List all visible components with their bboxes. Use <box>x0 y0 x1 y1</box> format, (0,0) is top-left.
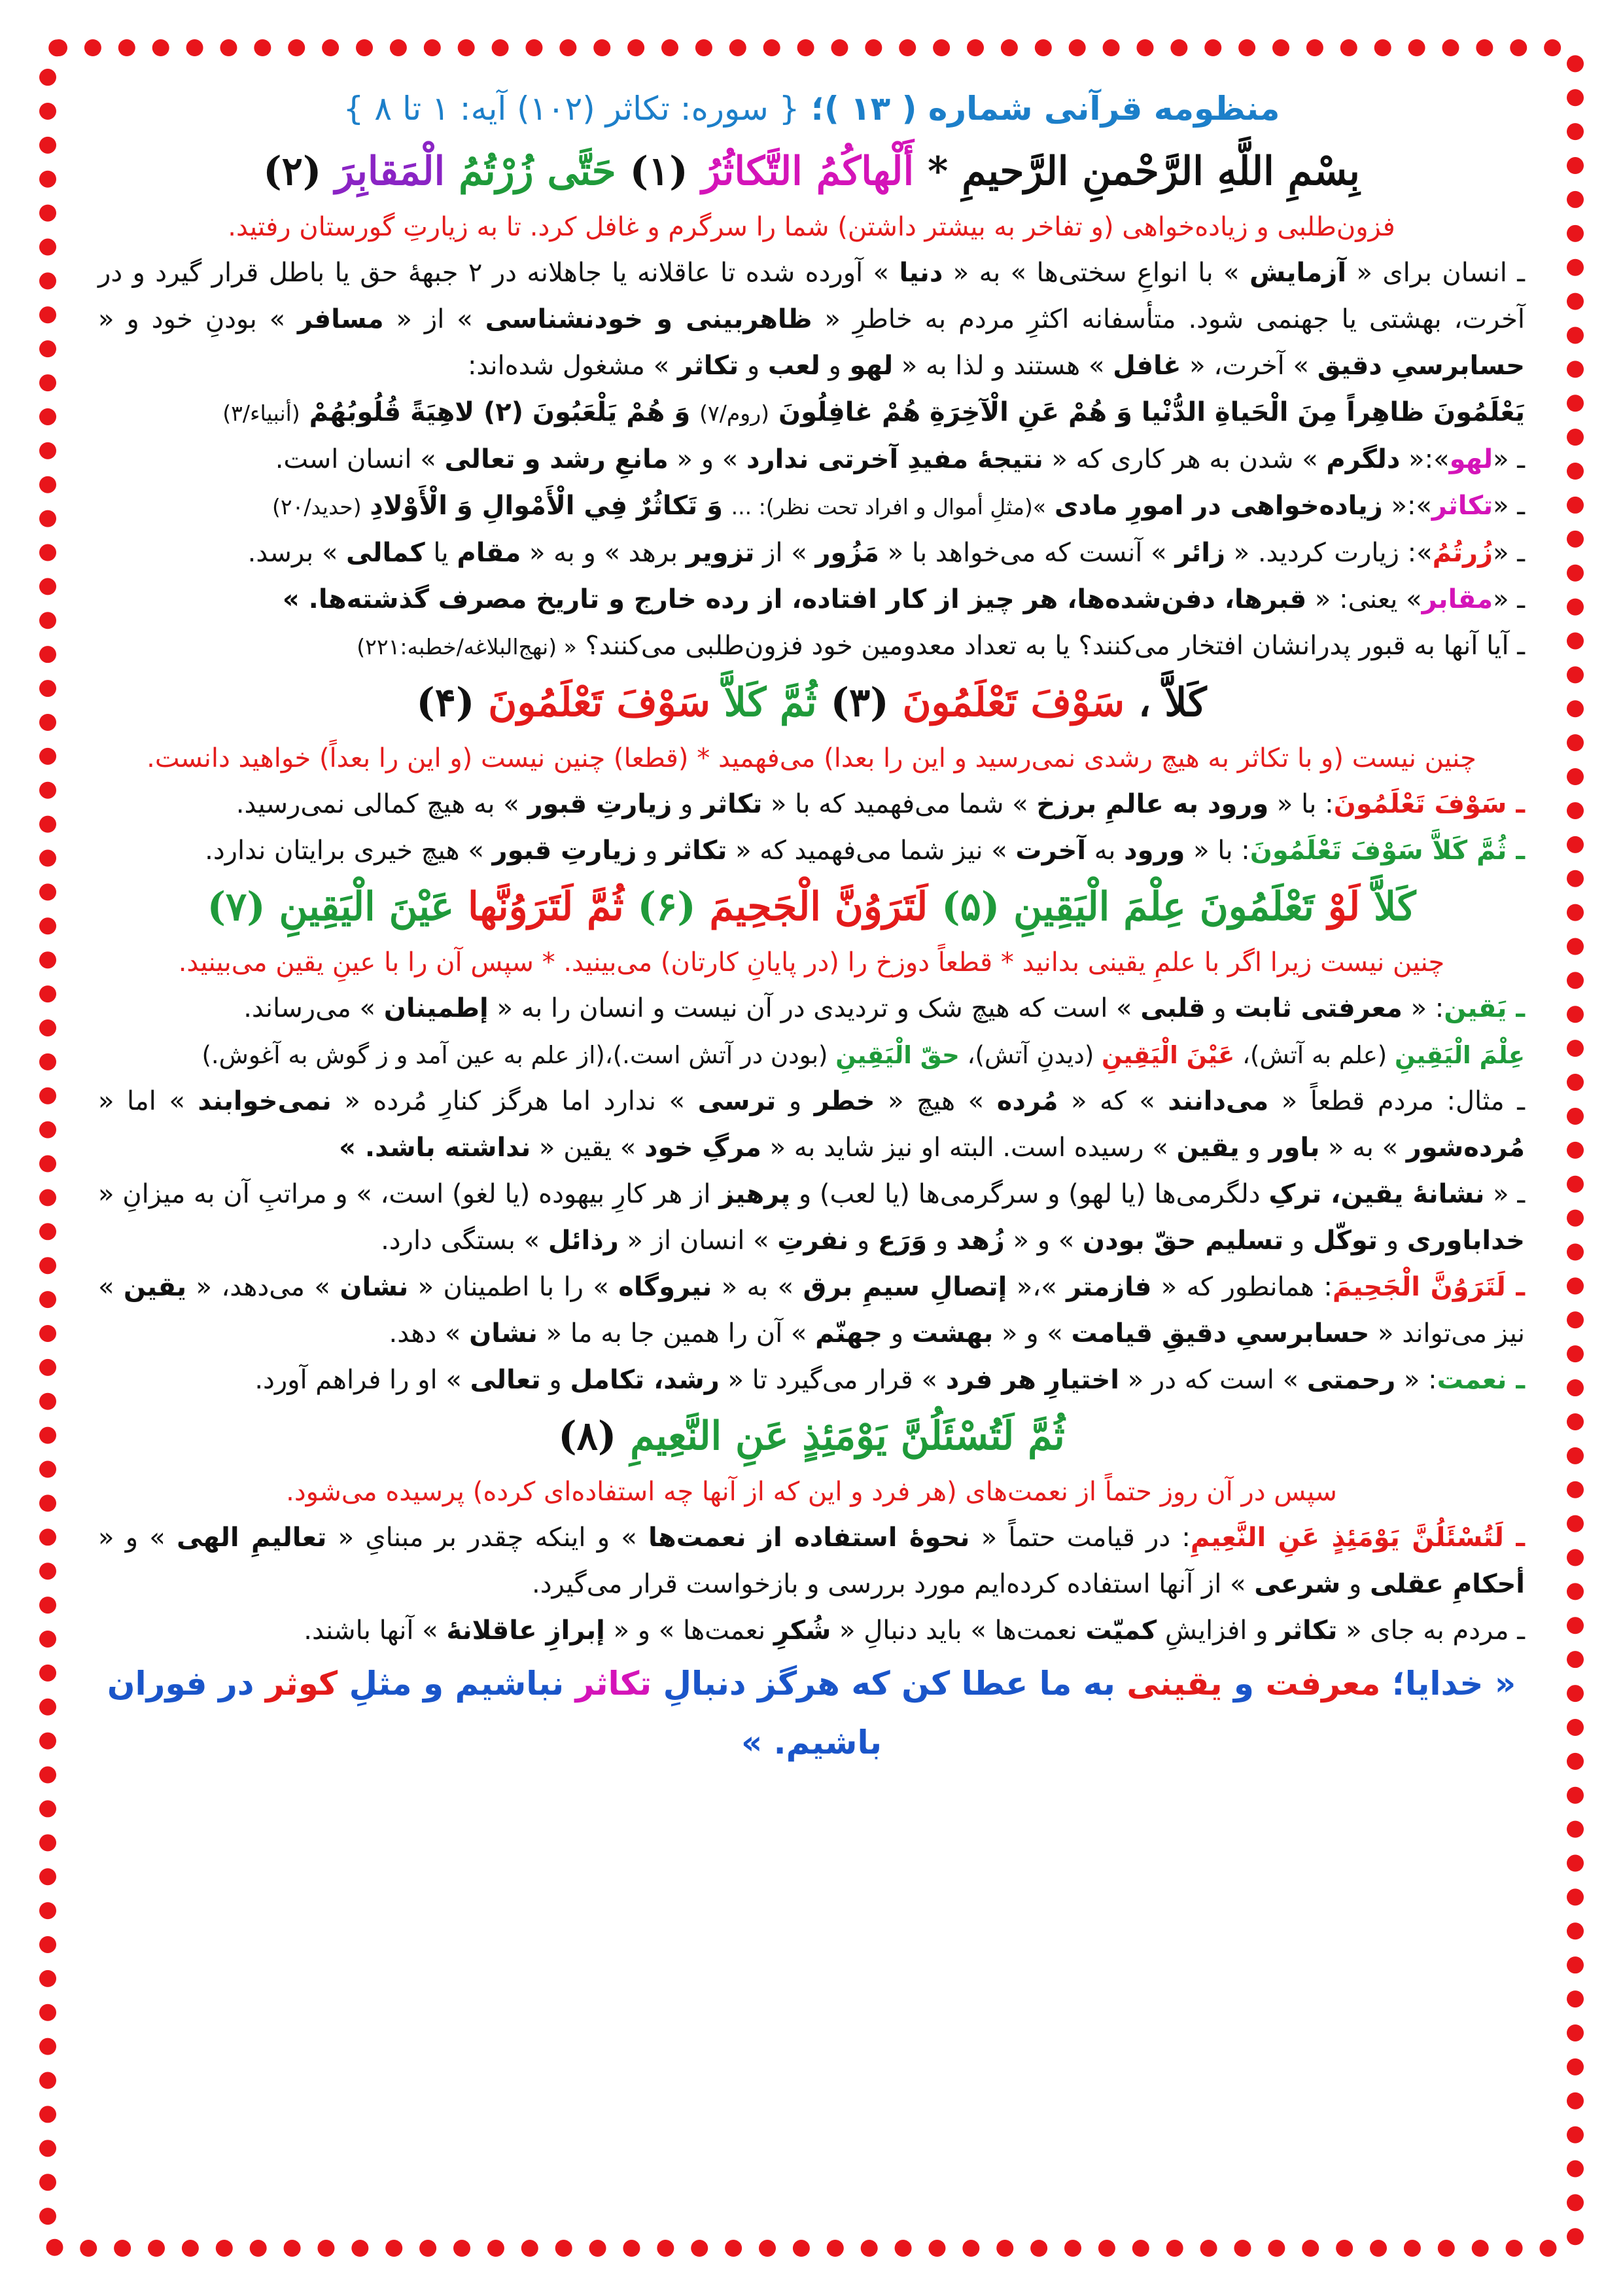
text-span: مُرده <box>996 1086 1058 1116</box>
text-span: » ندارد اما هرگز کنارِ مُرده « <box>344 1086 686 1116</box>
text-span: { سوره: تکاثر (۱۰۲) آیه: ۱ تا ۸ } <box>343 90 800 128</box>
verse-2 <box>98 670 1525 735</box>
text-span: نیروگاه <box>618 1272 712 1302</box>
text-span: کوثر <box>265 1665 338 1703</box>
text-span: و <box>1348 1569 1362 1599</box>
definition-latarawunna <box>98 1264 1525 1357</box>
text-span: » نیز شما می‌فهمید که « <box>735 836 1007 866</box>
text-span: » بستگی دارد. <box>381 1226 540 1256</box>
text-span: ـ آیا آنها به قبور پدرانشان افتخار می‌کنند؟ یا به تعداد معدومین خود فزون‌طلبی می‌کنند؟ <box>585 631 1525 661</box>
text-span: ترسی <box>697 1086 777 1116</box>
text-span: شُکرِ <box>773 1616 831 1646</box>
text-span: (علم به آتش)، <box>1242 1041 1387 1069</box>
text-span: ـ « <box>1493 444 1525 474</box>
definition-nimat <box>98 1357 1525 1404</box>
text-span: عَيْنَ الْيَقِينِ (۷) <box>207 884 468 930</box>
text-span: »،« <box>1016 1272 1057 1302</box>
text-span: » که « <box>1071 1086 1155 1116</box>
text-span: دنیا <box>899 258 943 288</box>
text-span: » می‌دهد، « <box>196 1272 330 1302</box>
text-span: نعمت‌ها » و « <box>613 1616 766 1646</box>
text-span: تکاثر <box>575 1665 652 1703</box>
text-span: » انسان از « <box>627 1226 769 1256</box>
text-span: » می‌رساند. <box>243 993 376 1023</box>
text-span: (۸) <box>558 1413 631 1459</box>
text-span: اختیارِ هر فرد <box>945 1365 1120 1395</box>
text-span: و <box>856 1226 870 1256</box>
definition-yaqin <box>98 985 1525 1032</box>
text-span: و <box>788 1086 802 1116</box>
yaqin-levels <box>98 1032 1525 1078</box>
text-span: » هیچ « <box>888 1086 985 1116</box>
sign-paragraph <box>98 1171 1525 1264</box>
text-span: »: زیارت کردید. « <box>1233 538 1433 568</box>
text-span: ـ لَتُسْئَلُنَّ يَوْمَئِذٍ عَنِ النَّعِيمِ <box>1190 1523 1526 1553</box>
text-span: رشد، تکامل <box>570 1365 720 1395</box>
text-span: آزمایش <box>1249 258 1347 288</box>
text-span: نشان <box>469 1318 538 1349</box>
text-span: در فوران باشیم. » <box>107 1665 882 1761</box>
text-span: الْمَقابِرَ <box>335 149 445 194</box>
text-span: كَلاَّ <box>1360 884 1416 930</box>
text-span: (۴) <box>416 680 489 726</box>
text-span: لعب <box>767 351 820 381</box>
text-span: زیاده‌خواهی در امورِ مادی <box>1054 491 1383 521</box>
people-paragraph <box>98 1608 1525 1654</box>
text-span: مَزُور <box>815 538 879 568</box>
text-span: ثُمَّ كَلاَّ <box>724 680 817 726</box>
text-span: و <box>549 1365 562 1395</box>
text-span: ـ مردم به جای « <box>1346 1616 1525 1646</box>
text-span: » است که در « <box>1127 1365 1299 1395</box>
text-span: ـ مثال: مردم قطعاً « <box>1281 1086 1526 1116</box>
definition-lahw <box>98 436 1525 483</box>
text-span: « (نهج‌البلاغه/خطبه:۲۲۱) <box>357 634 577 660</box>
text-span: » انسان است. <box>275 444 436 474</box>
text-span: ـ سَوْفَ تَعْلَمُونَ <box>1333 789 1525 819</box>
text-span: » را با اطمینان « <box>417 1272 609 1302</box>
text-span: کمالی <box>346 538 425 568</box>
text-span: » او را فراهم آورد. <box>254 1365 462 1395</box>
definition-sawfa-2 <box>98 828 1525 874</box>
text-span: » رسیده است. البته او نیز شاید به « <box>769 1133 1168 1163</box>
text-span: خداباوری <box>1406 1226 1525 1256</box>
text-span: ـ لَتَرَوُنَّ الْجَحِيمَ <box>1332 1272 1526 1302</box>
text-span: عَيْنَ الْيَقِينِ <box>1102 1041 1235 1069</box>
verse-3-translation: چنین نیست زیرا اگر با علمِ یقینی بدانید * قطعاً دوزخ را (در پایانِ کارتان) می‌بینید. * سپس آن را با عینِ یقین می‌بینید. <box>178 947 1445 978</box>
text-span: دلگرمی‌ها (یا لهو) و سرگرمی‌ها (یا لعب) و <box>798 1179 1261 1209</box>
text-span: جهنّم <box>815 1318 883 1349</box>
text-span: »:« <box>1391 491 1432 521</box>
text-span: » به هیچ کمالی نمی‌رسید. <box>236 789 519 819</box>
text-span: یقین <box>123 1272 187 1302</box>
text-span: به <box>1094 836 1116 866</box>
text-span: » نیز می‌تواند « <box>98 1272 1525 1349</box>
text-span: و <box>1386 1226 1399 1256</box>
text-span: ـ یَقین <box>1444 993 1525 1023</box>
text-span: » آن را همین جا به ما « <box>546 1318 807 1349</box>
text-span: برهد » و به « <box>529 538 678 568</box>
text-span: مقام <box>457 538 521 568</box>
text-span: » شدن به هر کاری که « <box>1051 444 1318 474</box>
text-span: قبرها، دفن‌شده‌ها، هر چیز از کار افتاده، از رده خارج و تاریخ مصرف گذشته‌ها. » <box>282 584 1307 614</box>
quran-quote <box>98 389 1525 436</box>
text-span: » به « <box>721 1272 794 1302</box>
text-span: یقینی <box>1126 1665 1223 1703</box>
text-span: تسلیم حقّ بودن <box>1082 1226 1284 1256</box>
text-span: نباشیم و مثلِ <box>349 1665 565 1703</box>
definition-zurtum <box>98 530 1525 576</box>
text-span: » یعنی: « <box>1314 584 1422 614</box>
text-span: (۶) <box>623 884 710 930</box>
text-span: (حدید/۲۰) <box>272 494 362 520</box>
text-span: نداشته باشد. » <box>339 1133 531 1163</box>
text-span: » آنها باشند. <box>304 1616 438 1646</box>
text-span: ـ ثُمَّ كَلاَّ سَوْفَ تَعْلَمُونَ <box>1249 836 1525 866</box>
text-span: (۲) <box>263 149 322 194</box>
text-span: سَوْفَ تَعْلَمُونَ <box>488 680 724 726</box>
text-span: » قرار می‌گیرد تا « <box>727 1365 937 1395</box>
text-span: رحمتی <box>1306 1365 1396 1395</box>
text-span: بهشت <box>911 1318 994 1349</box>
text-span: إبرازِ عاقلانهٔ <box>446 1616 605 1646</box>
text-span: سَوْفَ تَعْلَمُونَ <box>902 680 1125 726</box>
text-span: » و « <box>98 1523 166 1553</box>
text-span: نشانهٔ یقین، ترکِ <box>1268 1179 1485 1209</box>
text-span: » و « <box>1013 1226 1075 1256</box>
text-span: (أنبیاء/۳) <box>222 400 300 426</box>
text-span: ـ « <box>1493 584 1525 614</box>
text-span: مسافر <box>298 304 384 334</box>
text-span: نعمت‌ها » باید دنبالِ « <box>839 1616 1077 1646</box>
verse-4-translation: سپس در آن روز حتماً از نعمت‌های (هر فرد و این که از آنها چه استفاده‌ای کرده) پرسیده می‌شود. <box>286 1477 1337 1507</box>
verse-2-translation: چنین نیست (و با تکاثر به هیچ رشدی نمی‌رسید و این را بعدا) می‌فهمید * (قطعا) چنین نیست (و این را بعداً) خواهید دانست. <box>147 743 1476 773</box>
text-span: وَ تَكاثُرٌ فِي الْأَمْوالِ وَ الْأَوْلادِ <box>370 491 723 521</box>
text-span: و <box>1233 1665 1255 1703</box>
text-span: مُرده‌شور <box>1406 1133 1525 1163</box>
text-span: نفرتِ <box>777 1226 849 1256</box>
text-span: » به « <box>1328 1133 1399 1163</box>
text-span: »(مثلِ أموال و افراد تحت نظر): ... <box>731 494 1047 520</box>
text-span: و <box>1248 1133 1261 1163</box>
text-span: : همانطور که « <box>1161 1272 1333 1302</box>
text-span: » و « <box>1002 1318 1063 1349</box>
text-span: إطمینان <box>383 993 489 1023</box>
text-span: باور <box>1268 1133 1320 1163</box>
paragraph-test <box>98 250 1525 389</box>
verse-4 <box>98 1404 1525 1469</box>
text-span: » و « <box>676 444 739 474</box>
verse-1 <box>98 139 1525 204</box>
text-span: تزویر <box>686 538 755 568</box>
text-span: ـ انسان برای « <box>1356 258 1526 288</box>
text-span: فازمتر <box>1066 1272 1152 1302</box>
text-span: » یقین « <box>539 1133 637 1163</box>
text-span: لَتَرَوُنَّ الْجَحِيمَ <box>709 884 928 930</box>
text-span: عِلْمَ الْيَقِينِ <box>1395 1041 1525 1069</box>
text-span: أحکامِ عقلی <box>1370 1569 1525 1599</box>
text-span: حَتَّى زُرْتُمُ <box>459 149 616 194</box>
text-span: وَرَع <box>877 1226 928 1256</box>
text-span: کمیّت <box>1085 1616 1157 1646</box>
text-span: تعالی <box>470 1365 541 1395</box>
text-span: حسابرسیِ دقیق <box>1317 351 1525 381</box>
text-span: حقّ الْيَقِينِ <box>835 1041 960 1069</box>
text-span: » هستند و لذا به « <box>901 351 1105 381</box>
example-paragraph <box>98 1078 1525 1171</box>
page-title <box>98 79 1525 139</box>
text-span: می‌دانند <box>1168 1086 1269 1116</box>
text-span: نتیجهٔ مفیدِ آخرتی ندارد <box>746 444 1043 474</box>
document-page <box>98 79 1525 2231</box>
text-span: و افزایشِ <box>1164 1616 1268 1646</box>
text-span: معرفت <box>1265 1665 1381 1703</box>
text-span: : در قیامت حتماً « <box>981 1523 1191 1553</box>
text-span: » آورده شده تا عاقلانه یا جاهلانه در ۲ جبههٔ حق یا باطل قرار گیرد و در آخرت، بهشتی یا جهنمی شود. متأسفانه اکثرِ مردم به خاطرِ « <box>98 258 1525 334</box>
text-span: و <box>1213 993 1227 1023</box>
text-span: زُهد <box>956 1226 1005 1256</box>
text-span: مانعِ رشد و تعالی <box>444 444 669 474</box>
text-span: تکاثر <box>666 836 727 866</box>
text-span: » و اینکه چقدر بر مبنایِ « <box>338 1523 637 1553</box>
text-span: ثُمَّ لَتُسْئَلُنَّ يَوْمَئِذٍ عَنِ النَّعِيمِ <box>630 1413 1065 1459</box>
definition-sawfa-1 <box>98 781 1525 828</box>
text-span: » دهد. <box>389 1318 461 1349</box>
closing-prayer <box>98 1654 1525 1772</box>
definition-maqabir <box>98 576 1525 623</box>
text-span: و <box>890 1318 904 1349</box>
text-span: به ما عطا کن که هرگز دنبالِ <box>663 1665 1115 1703</box>
text-span: و <box>645 836 658 866</box>
text-span: ـ « <box>1493 1179 1526 1209</box>
text-span: از هر کارِ بیهوده (یا لغو) است، » و مراتبِ آن به میزانِ « <box>98 1179 711 1209</box>
text-span: ثُمَّ لَتَرَوُنَّها <box>468 884 624 930</box>
text-span: » اما « <box>98 1086 185 1116</box>
text-span: تعالیمِ الهی <box>177 1523 327 1553</box>
text-span: زُرتُمُ <box>1432 538 1493 568</box>
text-span: پرهیز <box>719 1179 791 1209</box>
text-span: بِسْمِ اللَّهِ الرَّحْمنِ الرَّحيمِ <box>962 149 1360 194</box>
text-span: وَ هُمْ يَلْعَبُونَ (۲) لاهِيَةً قُلُوبُهُمْ <box>309 397 691 427</box>
text-span: : « <box>1410 993 1444 1023</box>
text-span: » آنست که می‌خواهد با « <box>887 538 1167 568</box>
text-span: خطر <box>814 1086 875 1116</box>
text-span: آخرت <box>1015 836 1087 866</box>
text-span: » از آنها استفاده کرده‌ایم مورد بررسی و بازخواست قرار می‌گیرد. <box>532 1569 1246 1599</box>
text-span: ـ « <box>1493 538 1525 568</box>
text-span: » مشغول شده‌اند: <box>467 351 670 381</box>
text-span: كَلاَّ ، <box>1125 680 1207 726</box>
text-span: و <box>828 351 841 381</box>
text-span: * <box>928 149 949 194</box>
text-span: زیارتِ قبور <box>492 836 637 866</box>
text-span: تکاثر <box>677 351 739 381</box>
text-span: دلگرم <box>1326 444 1401 474</box>
text-span: منظومه قرآنی شماره ( ۱۳ )؛ <box>811 90 1280 128</box>
text-span: لهو <box>849 351 894 381</box>
text-span: لهو <box>1449 444 1493 474</box>
text-span: رذائل <box>548 1226 619 1256</box>
text-span: » شما می‌فهمید که با « <box>770 789 1028 819</box>
text-span: يَعْلَمُونَ ظاهِراً مِنَ الْحَياةِ الدُّنْيا وَ هُمْ عَنِ الْآخِرَةِ هُمْ غافِلُونَ <box>778 397 1525 427</box>
text-span: » بودنِ خود و « <box>98 304 286 334</box>
text-span: نشان <box>340 1272 409 1302</box>
text-span: لَوْ <box>1327 884 1361 930</box>
text-span: تکاثر <box>701 789 763 819</box>
text-span: » هیچ خیری برایتان ندارد. <box>205 836 484 866</box>
verse-3 <box>98 874 1525 940</box>
verse-1-translation: فزون‌طلبی و زیاده‌خواهی (و تفاخر به بیشتر داشتن) شما را سرگرم و غافل کرد. تا به زیارتِ گورستان رفتید. <box>228 212 1395 242</box>
text-span: و <box>935 1226 949 1256</box>
text-span: شرعی <box>1254 1569 1341 1599</box>
text-span: « خدایا؛ <box>1391 1665 1516 1703</box>
text-span: ورود <box>1124 836 1185 866</box>
text-span: : « <box>1403 1365 1437 1395</box>
text-span: مقابر <box>1422 584 1493 614</box>
text-span: » با انواعِ سختی‌ها » به « <box>952 258 1240 288</box>
text-span: یقین <box>1176 1133 1240 1163</box>
text-span: : با « <box>1193 836 1250 866</box>
text-span: تکاثر <box>1276 1616 1338 1646</box>
text-span: » برسد. <box>247 538 338 568</box>
text-span: » آخرت، « <box>1189 351 1309 381</box>
text-span: : با « <box>1276 789 1334 819</box>
text-span: » از « <box>396 304 473 334</box>
definition-takathur <box>98 483 1525 530</box>
text-span: » از <box>763 538 807 568</box>
text-span: نمی‌خوابند <box>198 1086 332 1116</box>
text-span: (بودن در آتش است.)،(از علم به عین آمد و ز گوش به آغوش.) <box>201 1041 828 1069</box>
text-span: تَعْلَمُونَ عِلْمَ الْيَقِينِ (۵) <box>928 884 1328 930</box>
text-span: توکّل <box>1312 1226 1378 1256</box>
text-span: أَلْهاكُمُ التَّكاثُرُ <box>701 149 915 194</box>
text-span: (روم/۷) <box>699 400 770 426</box>
text-span: ـ « <box>1493 491 1525 521</box>
text-span: حسابرسیِ دقیقِ قیامت <box>1071 1318 1370 1349</box>
text-span: و <box>680 789 693 819</box>
text-span: یا <box>433 538 449 568</box>
text-span: » است که هیچ شک و تردیدی در آن نیست و انسان را به « <box>497 993 1132 1023</box>
question-line <box>98 623 1525 670</box>
text-span: و <box>1291 1226 1305 1256</box>
text-span: ورود به عالمِ برزخ <box>1036 789 1269 819</box>
text-span: تکاثر <box>1431 491 1493 521</box>
text-span: نحوهٔ استفاده از نعمت‌ها <box>648 1523 970 1553</box>
text-span: ظاهربینی و خودنشناسی <box>485 304 812 334</box>
text-span: إتصالِ سیمِ برق <box>803 1272 1007 1302</box>
text-span: قلبی <box>1140 993 1206 1023</box>
text-span: (۳) <box>816 680 903 726</box>
text-span: زائر <box>1175 538 1225 568</box>
text-span: زیارتِ قبور <box>527 789 672 819</box>
text-span: (دیدنِ آتش)، <box>967 1041 1094 1069</box>
text-span: غافل <box>1113 351 1181 381</box>
text-span: (۱) <box>629 149 688 194</box>
text-span: »:« <box>1408 444 1450 474</box>
text-span: ـ نعمت <box>1437 1365 1525 1395</box>
text-span: و <box>746 351 760 381</box>
text-span: مرگِ خود <box>644 1133 761 1163</box>
definition-tusalunna <box>98 1515 1525 1608</box>
text-span: معرفتی ثابت <box>1234 993 1403 1023</box>
